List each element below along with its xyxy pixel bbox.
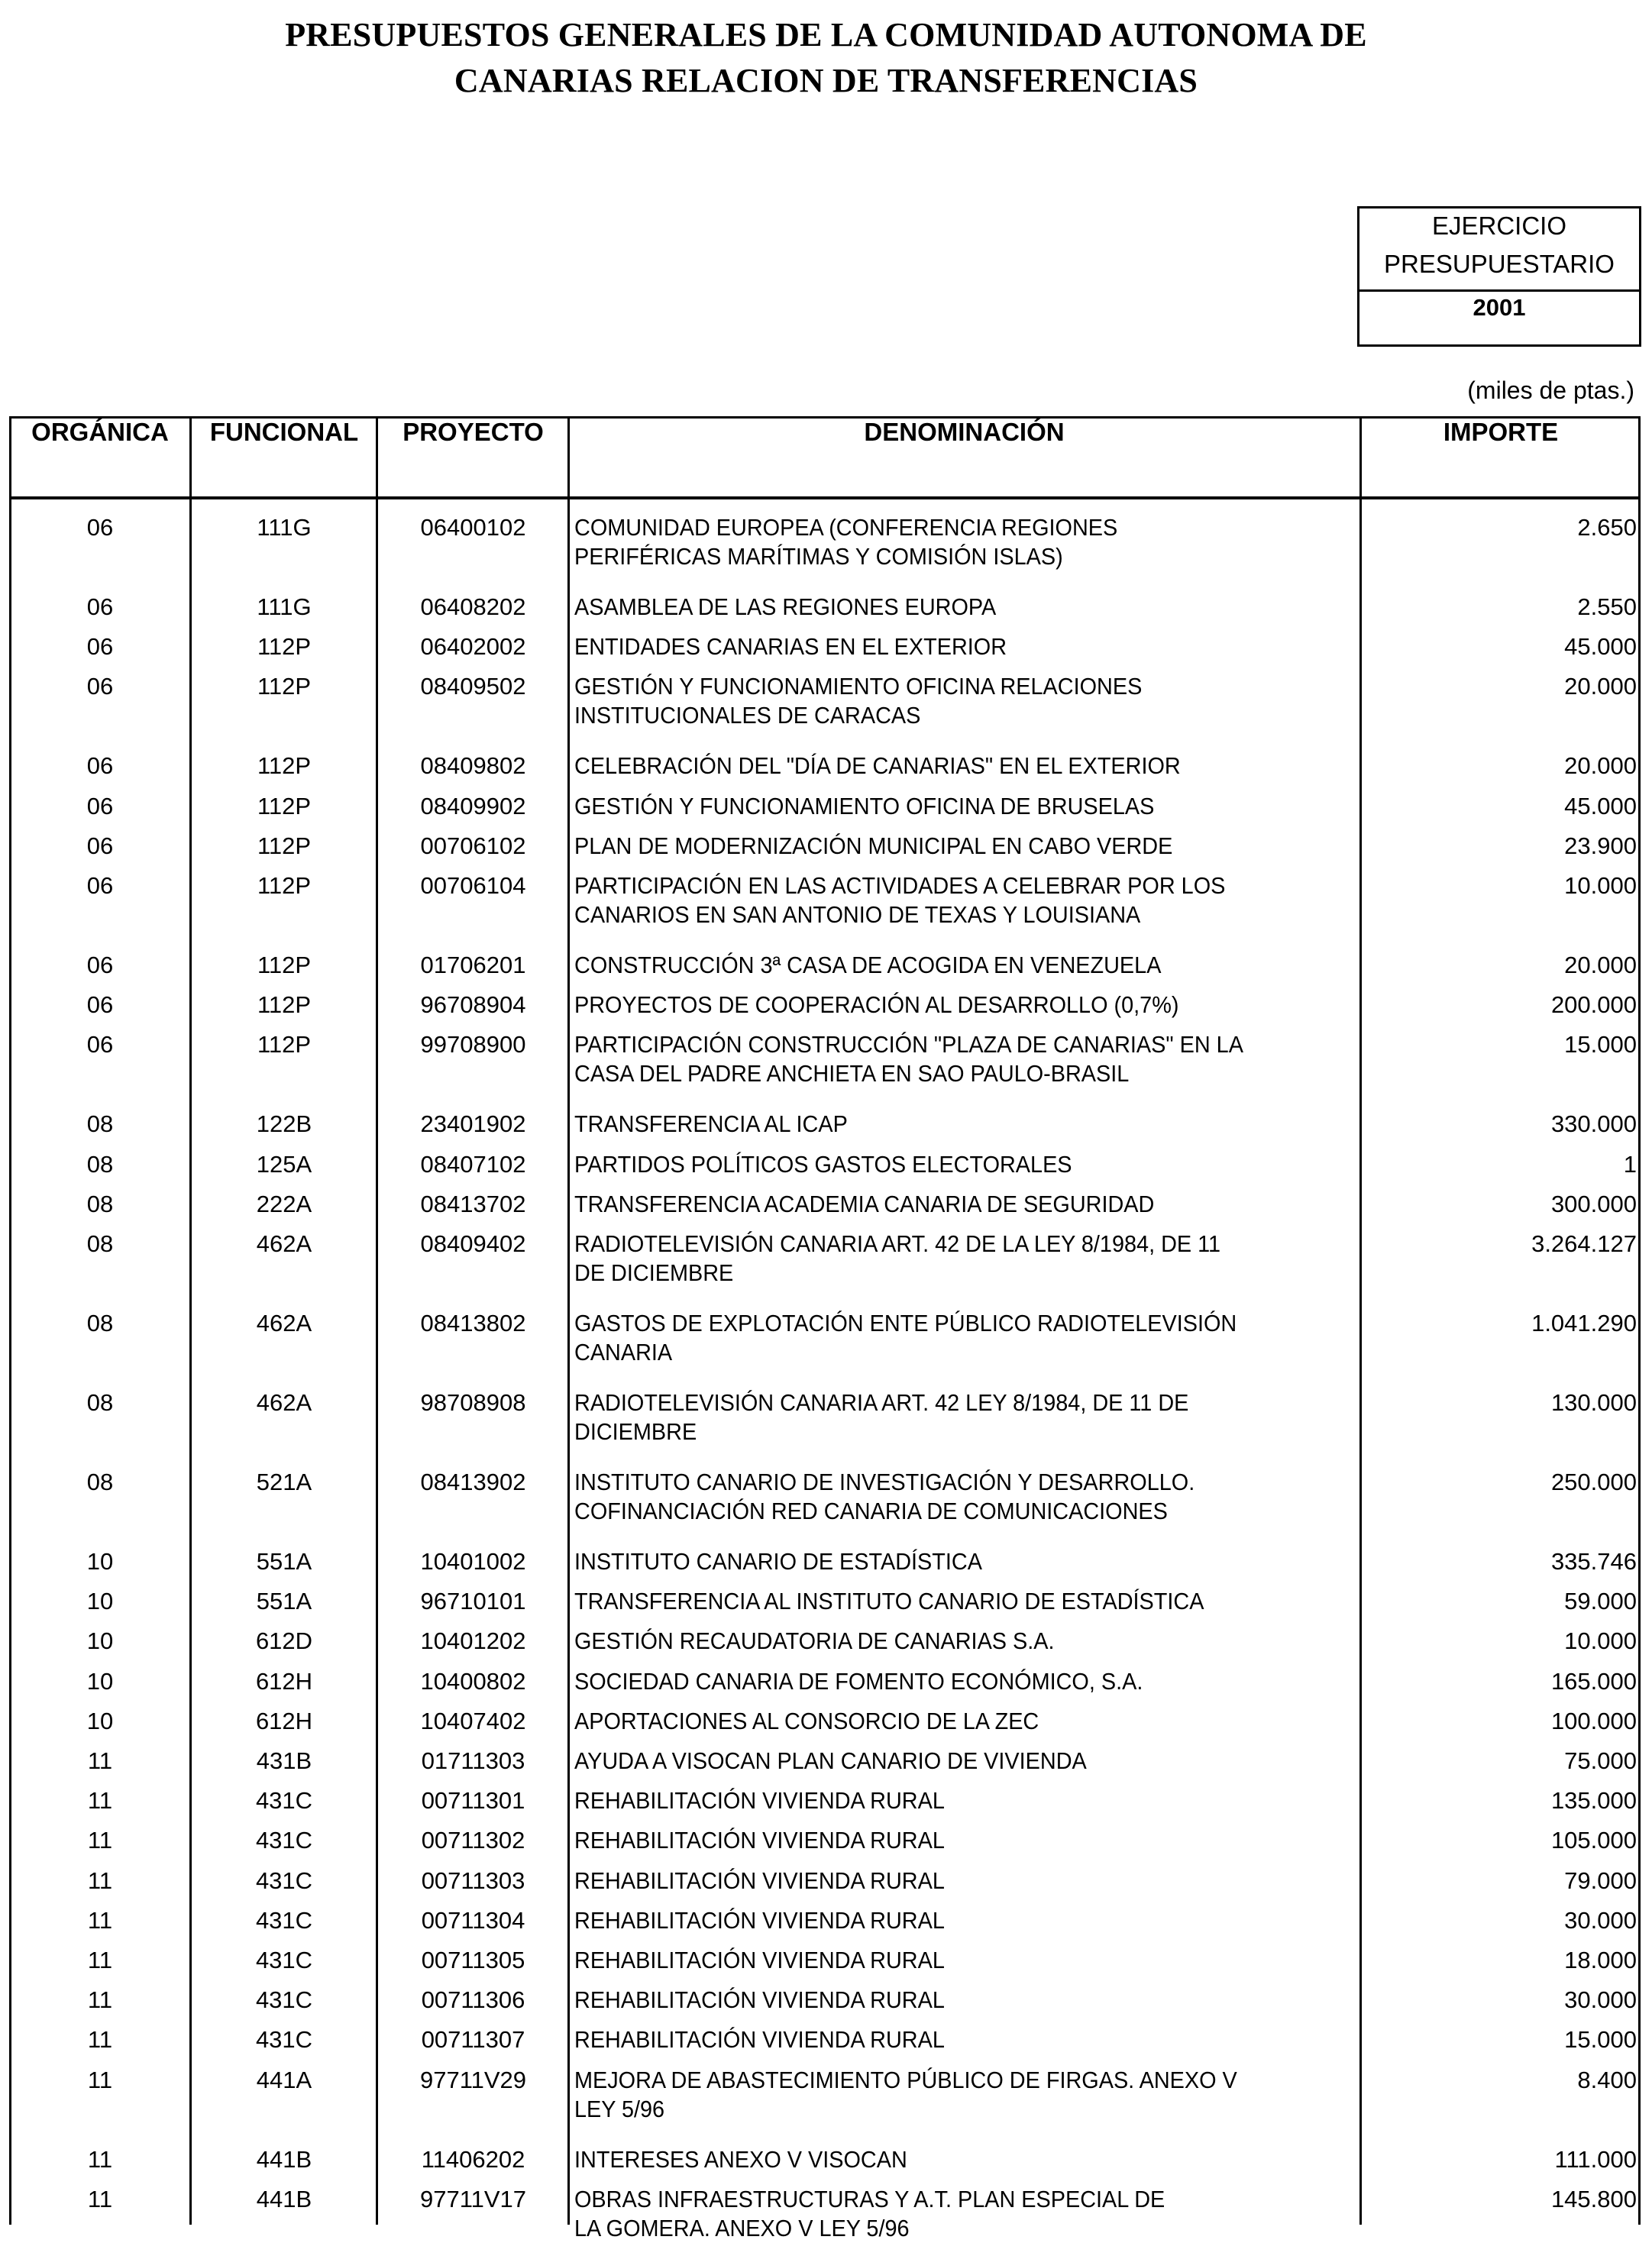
organica-cell: 06 [86,991,114,1019]
proyecto-cell: 06402002 [420,633,526,661]
proyecto-cell: 00706102 [420,832,526,859]
funcional-cell: 122B [256,1110,312,1138]
organica-cell: 10 [86,1548,114,1575]
funcional-cell: 112P [257,673,312,700]
denominacion-line: INTERESES ANEXO V VISOCAN [574,2145,907,2173]
funcional-cell: 612H [255,1707,313,1734]
importe-cell: 75.000 [1564,1747,1637,1774]
units-note: (miles de ptas.) [1467,377,1634,404]
organica-cell: 11 [87,2066,113,2093]
denominacion-line: CANARIA [574,1339,673,1366]
funcional-cell: 111G [257,514,312,541]
funcional-cell: 431C [255,1986,313,2014]
denominacion-cell [574,1030,1353,1088]
organica-cell: 10 [86,1667,114,1695]
funcional-cell: 431C [255,1947,313,1973]
importe-cell: 3.264.127 [1531,1230,1637,1257]
denominacion-cell [574,2145,1353,2174]
denominacion-line: ASAMBLEA DE LAS REGIONES EUROPA [574,593,997,620]
organica-cell: 10 [86,1627,114,1655]
denominacion-line: REHABILITACIÓN VIVIENDA RURAL [574,1866,945,1894]
denominacion-line: PARTIDOS POLÍTICOS GASTOS ELECTORALES [574,1150,1072,1178]
funcional-cell: 462A [256,1389,312,1416]
funcional-cell: 112P [257,792,312,819]
denominacion-cell [574,1547,1353,1576]
ejercicio-presupuestario-box [1357,206,1641,347]
importe-cell: 165.000 [1550,1667,1637,1695]
importe-cell: 111.000 [1554,2145,1637,2173]
denominacion-line: GESTIÓN Y FUNCIONAMIENTO OFICINA RELACIONES [574,673,1143,700]
organica-cell: 06 [86,673,114,700]
denominacion-line: RADIOTELEVISIÓN CANARIA ART. 42 LEY 8/1984, DE 11 DE [574,1389,1189,1416]
funcional-cell: 222A [256,1190,312,1217]
funcional-cell: 462A [256,1310,312,1336]
importe-cell: 330.000 [1550,1110,1637,1138]
importe-cell: 45.000 [1564,792,1637,819]
funcional-cell: 431C [255,1827,313,1854]
denominacion-line: CASA DEL PADRE ANCHIETA EN SAO PAULO-BRASIL [574,1060,1130,1088]
organica-cell: 11 [87,1947,113,1973]
organica-cell: 11 [87,1747,113,1774]
denominacion-cell [574,1150,1353,1179]
denominacion-line: TRANSFERENCIA AL ICAP [574,1110,848,1138]
denominacion-line: TRANSFERENCIA ACADEMIA CANARIA DE SEGURIDAD [574,1190,1155,1217]
importe-cell: 30.000 [1564,1986,1637,2014]
importe-cell: 8.400 [1577,2066,1637,2093]
importe-cell: 1.041.290 [1531,1310,1637,1336]
importe-cell: 130.000 [1550,1389,1637,1416]
importe-cell: 100.000 [1550,1707,1637,1734]
organica-cell: 11 [87,2145,113,2173]
funcional-cell: 111G [257,593,312,620]
denominacion-cell [574,1110,1353,1139]
proyecto-cell: 08409802 [420,752,526,780]
importe-cell: 200.000 [1550,991,1637,1019]
funcional-cell: 112P [257,991,312,1019]
denominacion-line: AYUDA A VISOCAN PLAN CANARIO DE VIVIENDA [574,1747,1087,1774]
organica-cell: 08 [86,1469,114,1495]
proyecto-cell: 96708904 [420,991,526,1019]
denominacion-line: DICIEMBRE [574,1418,697,1445]
organica-cell: 11 [87,1986,113,2014]
organica-cell: 06 [86,952,114,978]
denominacion-line: GESTIÓN Y FUNCIONAMIENTO OFICINA DE BRUSELAS [574,792,1155,819]
importe-cell: 15.000 [1564,2026,1637,2054]
denominacion-line: SOCIEDAD CANARIA DE FOMENTO ECONÓMICO, S.A. [574,1667,1143,1695]
proyecto-cell: 00711302 [421,1827,525,1854]
funcional-cell: 431C [255,1787,313,1815]
denominacion-cell [574,1309,1353,1367]
denominacion-line: REHABILITACIÓN VIVIENDA RURAL [574,2026,945,2054]
funcional-cell: 441B [256,2145,312,2173]
proyecto-cell: 08409402 [420,1230,526,1257]
column-header-funcional: FUNCIONAL [209,418,359,446]
denominacion-line: PARTICIPACIÓN CONSTRUCCIÓN "PLAZA DE CANARIAS" EN LA [574,1031,1243,1058]
denominacion-line: GASTOS DE EXPLOTACIÓN ENTE PÚBLICO RADIOTELEVISIÓN [574,1310,1237,1336]
denominacion-line: TRANSFERENCIA AL INSTITUTO CANARIO DE ESTADÍSTICA [574,1588,1204,1615]
organica-cell: 11 [87,1906,113,1934]
denominacion-line: CELEBRACIÓN DEL "DÍA DE CANARIAS" EN EL EXTERIOR [574,752,1181,780]
document-title-line-2: CANARIAS RELACION DE TRANSFERENCIAS [454,62,1198,99]
denominacion-cell [574,1190,1353,1219]
importe-cell: 20.000 [1564,952,1637,978]
organica-cell: 11 [87,2185,113,2212]
denominacion-line: PLAN DE MODERNIZACIÓN MUNICIPAL EN CABO VERDE [574,832,1173,859]
funcional-cell: 612H [255,1667,313,1695]
proyecto-cell: 08413902 [420,1469,526,1495]
importe-cell: 79.000 [1564,1866,1637,1894]
organica-cell: 06 [86,514,114,541]
organica-cell: 06 [86,752,114,780]
denominacion-line: COFINANCIACIÓN RED CANARIA DE COMUNICACIONES [574,1498,1168,1524]
proyecto-cell: 00711305 [421,1947,525,1973]
denominacion-cell [574,1587,1353,1616]
denominacion-line: MEJORA DE ABASTECIMIENTO PÚBLICO DE FIRGAS. ANEXO V [574,2066,1237,2093]
denominacion-cell [574,1747,1353,1776]
denominacion-cell [574,1627,1353,1656]
organica-cell: 11 [87,2026,113,2054]
ejercicio-divider [1359,289,1639,292]
proyecto-cell: 96710101 [420,1588,526,1615]
denominacion-cell [574,1667,1353,1696]
header-divider [9,496,1641,499]
importe-cell: 10.000 [1564,1627,1637,1655]
denominacion-line: REHABILITACIÓN VIVIENDA RURAL [574,1827,945,1854]
importe-cell: 250.000 [1550,1469,1637,1495]
proyecto-cell: 00711301 [421,1787,525,1815]
denominacion-cell [574,991,1353,1020]
denominacion-cell [574,832,1353,861]
funcional-cell: 112P [257,1031,312,1058]
denominacion-line: APORTACIONES AL CONSORCIO DE LA ZEC [574,1707,1039,1734]
importe-cell: 2.650 [1577,514,1637,541]
denominacion-line: CANARIOS EN SAN ANTONIO DE TEXAS Y LOUISIANA [574,901,1141,928]
proyecto-cell: 08409902 [420,792,526,819]
denominacion-cell [574,1866,1353,1896]
denominacion-cell [574,513,1353,571]
denominacion-line: LA GOMERA. ANEXO V LEY 5/96 [574,2214,910,2241]
organica-cell: 10 [86,1588,114,1615]
denominacion-cell [574,1906,1353,1935]
funcional-cell: 125A [256,1150,312,1178]
importe-cell: 335.746 [1550,1548,1637,1575]
organica-cell: 08 [86,1150,114,1178]
organica-cell: 06 [86,872,114,899]
importe-cell: 10.000 [1564,872,1637,899]
denominacion-cell [574,1707,1353,1736]
denominacion-line: PERIFÉRICAS MARÍTIMAS Y COMISIÓN ISLAS) [574,543,1063,570]
importe-cell: 145.800 [1550,2185,1637,2212]
denominacion-line: REHABILITACIÓN VIVIENDA RURAL [574,1986,945,2014]
ejercicio-label: EJERCICIO [1431,212,1567,240]
organica-cell: 08 [86,1389,114,1416]
funcional-cell: 551A [256,1588,312,1615]
denominacion-line: INSTITUTO CANARIO DE ESTADÍSTICA [574,1548,982,1575]
proyecto-cell: 01706201 [420,952,526,978]
importe-cell: 23.900 [1564,832,1637,859]
proyecto-cell: 08413702 [420,1190,526,1217]
proyecto-cell: 06400102 [420,514,526,541]
column-header-denominacion: DENOMINACIÓN [864,418,1065,446]
organica-cell: 08 [86,1190,114,1217]
denominacion-cell [574,2025,1353,2054]
ejercicio-year: 2001 [1473,294,1526,321]
denominacion-line: PROYECTOS DE COOPERACIÓN AL DESARROLLO (0,7%) [574,991,1179,1019]
proyecto-cell: 08407102 [420,1150,526,1178]
denominacion-cell [574,2066,1353,2124]
importe-cell: 18.000 [1564,1947,1637,1973]
denominacion-cell [574,871,1353,929]
funcional-cell: 112P [257,872,312,899]
proyecto-cell: 00711307 [421,2026,525,2054]
denominacion-cell [574,632,1353,661]
funcional-cell: 612D [255,1627,313,1655]
organica-cell: 06 [86,633,114,661]
denominacion-cell [574,1946,1353,1975]
proyecto-cell: 11406202 [421,2145,525,2173]
funcional-cell: 431C [255,1906,313,1934]
importe-cell: 45.000 [1564,633,1637,661]
denominacion-line: DE DICIEMBRE [574,1259,734,1286]
denominacion-line: LEY 5/96 [574,2095,665,2122]
funcional-cell: 551A [256,1548,312,1575]
proyecto-cell: 10407402 [420,1707,526,1734]
denominacion-line: OBRAS INFRAESTRUCTURAS Y A.T. PLAN ESPECIAL DE [574,2185,1165,2212]
denominacion-cell [574,1786,1353,1815]
funcional-cell: 441A [256,2066,312,2093]
proyecto-cell: 06408202 [420,593,526,620]
denominacion-cell [574,951,1353,980]
proyecto-cell: 97711V17 [419,2185,527,2212]
organica-cell: 08 [86,1310,114,1336]
organica-cell: 06 [86,593,114,620]
organica-cell: 08 [86,1110,114,1138]
denominacion-line: INSTITUTO CANARIO DE INVESTIGACIÓN Y DESARROLLO. [574,1469,1195,1495]
funcional-cell: 431C [255,2026,313,2054]
funcional-cell: 112P [257,752,312,780]
importe-cell: 1 [1623,1150,1637,1178]
denominacion-cell [574,2185,1353,2243]
denominacion-cell [574,1230,1353,1288]
document-title-line-1: PRESUPUESTOS GENERALES DE LA COMUNIDAD AUTONOMA DE [285,16,1367,53]
funcional-cell: 112P [257,832,312,859]
organica-cell: 06 [86,1031,114,1058]
denominacion-cell [574,1986,1353,2015]
denominacion-line: REHABILITACIÓN VIVIENDA RURAL [574,1947,945,1973]
proyecto-cell: 10400802 [420,1667,526,1695]
denominacion-line: CONSTRUCCIÓN 3ª CASA DE ACOGIDA EN VENEZUELA [574,952,1162,978]
funcional-cell: 441B [256,2185,312,2212]
proyecto-cell: 00711306 [421,1986,525,2014]
organica-cell: 08 [86,1230,114,1257]
column-header-importe: IMPORTE [1443,418,1559,446]
importe-cell: 20.000 [1564,752,1637,780]
organica-cell: 06 [86,832,114,859]
proyecto-cell: 00706104 [420,872,526,899]
importe-cell: 15.000 [1564,1031,1637,1058]
denominacion-line: RADIOTELEVISIÓN CANARIA ART. 42 DE LA LEY 8/1984, DE 11 [574,1230,1221,1257]
importe-cell: 2.550 [1577,593,1637,620]
denominacion-cell [574,593,1353,622]
organica-cell: 06 [86,792,114,819]
denominacion-cell [574,751,1353,781]
funcional-cell: 431B [256,1747,312,1774]
proyecto-cell: 97711V29 [419,2066,527,2093]
denominacion-cell [574,792,1353,821]
importe-cell: 135.000 [1550,1787,1637,1815]
importe-cell: 300.000 [1550,1190,1637,1217]
proyecto-cell: 00711303 [421,1866,525,1894]
importe-cell: 20.000 [1564,673,1637,700]
importe-cell: 105.000 [1550,1827,1637,1854]
organica-cell: 11 [87,1827,113,1854]
proyecto-cell: 99708900 [420,1031,526,1058]
organica-cell: 10 [86,1707,114,1734]
funcional-cell: 462A [256,1230,312,1257]
denominacion-line: REHABILITACIÓN VIVIENDA RURAL [574,1906,945,1934]
denominacion-line: COMUNIDAD EUROPEA (CONFERENCIA REGIONES [574,514,1118,541]
proyecto-cell: 98708908 [420,1389,526,1416]
proyecto-cell: 01711303 [421,1747,525,1774]
funcional-cell: 112P [257,633,312,661]
funcional-cell: 112P [257,952,312,978]
transfers-table [9,416,1641,2241]
denominacion-cell [574,1826,1353,1855]
funcional-cell: 521A [256,1469,312,1495]
denominacion-line: GESTIÓN RECAUDATORIA DE CANARIAS S.A. [574,1627,1055,1655]
proyecto-cell: 00711304 [421,1906,525,1934]
importe-cell: 59.000 [1564,1588,1637,1615]
denominacion-line: REHABILITACIÓN VIVIENDA RURAL [574,1787,945,1815]
proyecto-cell: 08409502 [420,673,526,700]
column-header-proyecto: PROYECTO [402,418,544,446]
presupuestario-label: PRESUPUESTARIO [1384,250,1615,278]
importe-cell: 30.000 [1564,1906,1637,1934]
denominacion-cell [574,1468,1353,1526]
column-header-organica: ORGÁNICA [31,418,169,446]
denominacion-cell [574,1388,1353,1446]
denominacion-cell [574,672,1353,730]
organica-cell: 11 [87,1866,113,1894]
proyecto-cell: 10401002 [420,1548,526,1575]
funcional-cell: 431C [255,1866,313,1894]
proyecto-cell: 10401202 [420,1627,526,1655]
denominacion-line: INSTITUCIONALES DE CARACAS [574,702,921,729]
proyecto-cell: 08413802 [420,1310,526,1336]
organica-cell: 11 [87,1787,113,1815]
denominacion-line: ENTIDADES CANARIAS EN EL EXTERIOR [574,633,1007,661]
denominacion-line: PARTICIPACIÓN EN LAS ACTIVIDADES A CELEBRAR POR LOS [574,872,1226,899]
proyecto-cell: 23401902 [420,1110,526,1138]
